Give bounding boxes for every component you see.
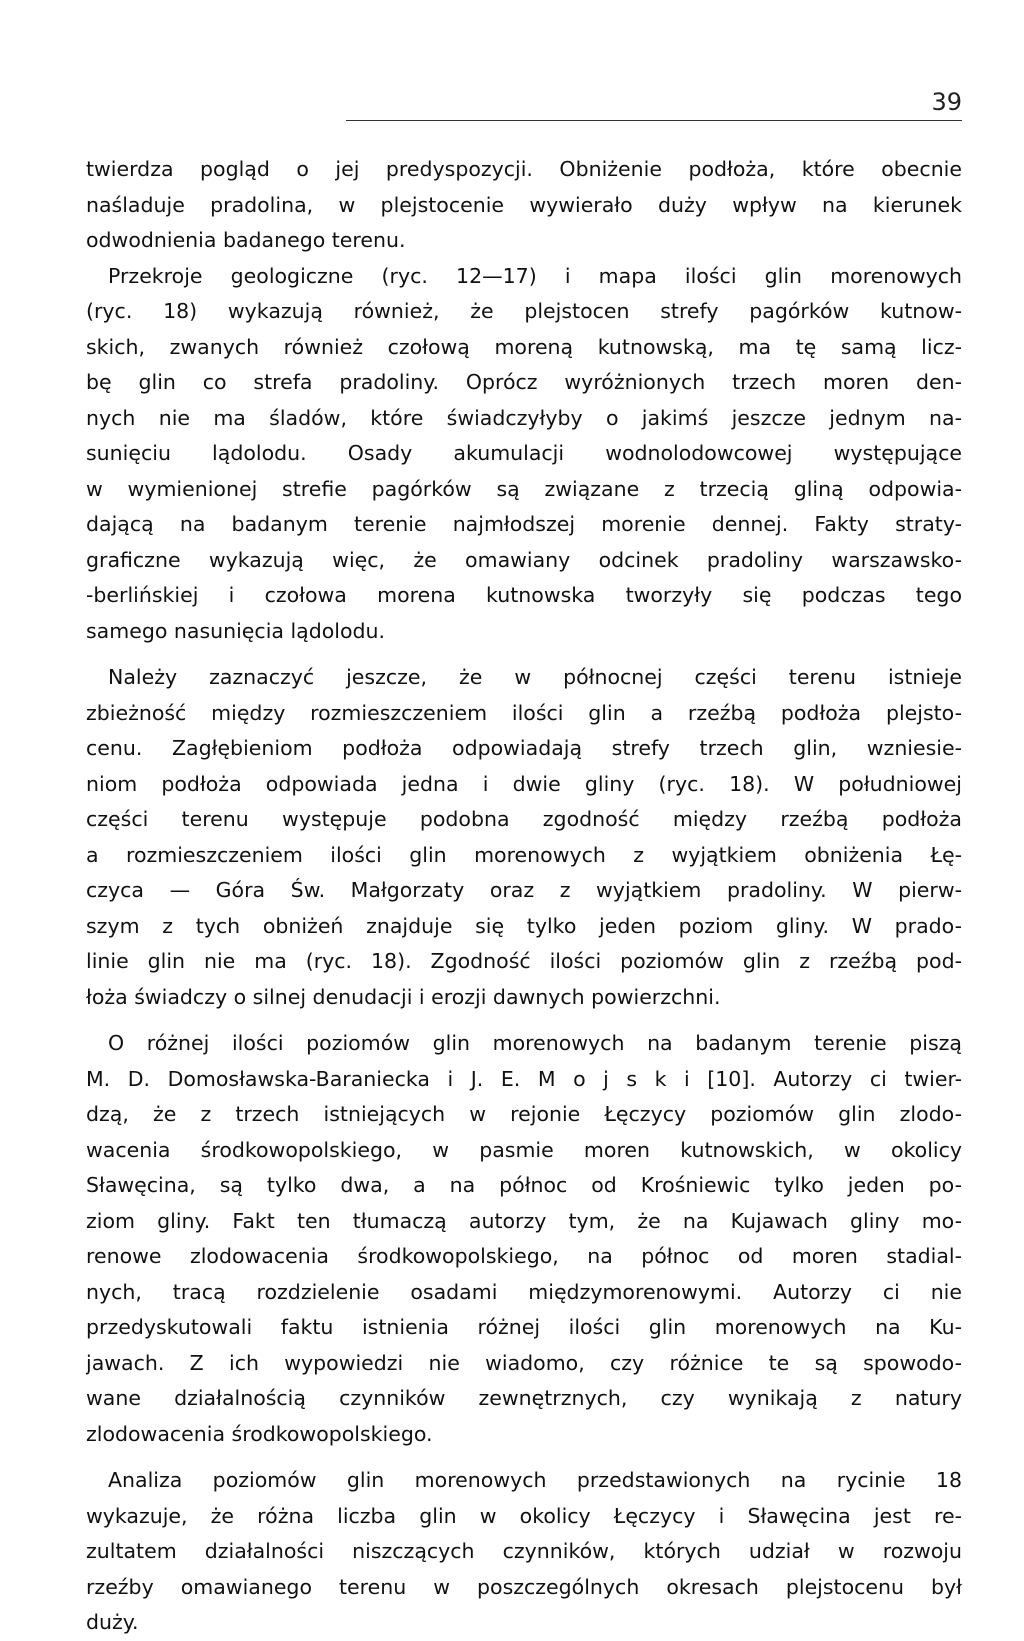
text-line: twierdza pogląd o jej predyspozycji. Obniżenie podłoża, które obecnie (86, 157, 962, 181)
text-line: wykazuje, że różna liczba glin w okolicy Łęczycy i Sławęcina jest re- (86, 1503, 962, 1528)
text-line: O różnej ilości poziomów glin morenowych na badanym terenie piszą (108, 1031, 962, 1055)
text-line: niom podłoża odpowiada jedna i dwie gliny (ryc. 18). W południowej (86, 771, 962, 796)
page-body (86, 152, 962, 1641)
text-line: -berlińskiej i czołowa morena kutnowska tworzyły się podczas tego (86, 583, 962, 607)
text-line: graficzne wykazują więc, że omawiany odcinek pradoliny warszawsko- (86, 547, 962, 572)
text-line: renowe zlodowacenia środkowopolskiego, na północ od moren stadial- (86, 1244, 962, 1268)
text-line: w wymienionej strefie pagórków są związane z trzecią gliną odpowia- (86, 476, 962, 501)
text-line: bę glin co strefa pradoliny. Oprócz wyróżnionych trzech moren den- (86, 370, 962, 394)
paragraph-1 (86, 152, 962, 649)
text-line: duży. (86, 1610, 139, 1634)
paragraph-3 (86, 1026, 962, 1452)
text-line: naśladuje pradolina, w plejstocenie wywierało duży wpływ na kierunek (86, 192, 962, 217)
text-line: Należy zaznaczyć jeszcze, że w północnej części terenu istnieje (108, 665, 962, 689)
text-line: odwodnienia badanego terenu. (86, 228, 406, 252)
text-line: sunięciu lądolodu. Osady akumulacji wodnolodowcowej występujące (86, 441, 962, 465)
text-line: M. D. Domosławska-Baraniecka i J. E. M o j s k i [10]. Autorzy ci twier- (86, 1066, 962, 1091)
text-line: jawach. Z ich wypowiedzi nie wiadomo, czy różnice te są spowodo- (86, 1350, 962, 1375)
text-line: przedyskutowali faktu istnienia różnej ilości glin morenowych na Ku- (86, 1315, 962, 1339)
page-header (346, 88, 962, 124)
text-line: Przekroje geologiczne (ryc. 12—17) i mapa ilości glin morenowych (108, 263, 962, 288)
text-line: zultatem działalności niszczących czynników, których udział w rozwoju (86, 1539, 962, 1563)
text-line: (ryc. 18) wykazują również, że plejstocen strefy pagórków kutnow- (86, 299, 962, 323)
text-line: nych, tracą rozdzielenie osadami międzymorenowymi. Autorzy ci nie (86, 1279, 962, 1304)
text-line: ziom gliny. Fakt ten tłumaczą autorzy tym, że na Kujawach gliny mo- (86, 1208, 962, 1233)
text-line: rzeźby omawianego terenu w poszczególnych okresach plejstocenu był (86, 1574, 962, 1599)
text-line: nych nie ma śladów, które świadczyłyby o jakimś jeszcze jednym na- (86, 405, 962, 430)
text-line: samego nasunięcia lądolodu. (86, 618, 386, 643)
text-line: skich, zwanych również czołową moreną kutnowską, ma tę samą licz- (86, 334, 962, 359)
text-line: dzą, że z trzech istniejących w rejonie Łęczycy poziomów glin zlodo- (86, 1102, 962, 1126)
text-line: łoża świadczy o silnej denudacji i erozji dawnych powierzchni. (86, 984, 721, 1009)
text-line: linie glin nie ma (ryc. 18). Zgodność ilości poziomów glin z rzeźbą pod- (86, 949, 962, 973)
text-line: wacenia środkowopolskiego, w pasmie moren kutnowskich, w okolicy (86, 1137, 962, 1162)
text-line: zbieżność między rozmieszczeniem ilości glin a rzeźbą podłoża plejsto- (86, 700, 962, 725)
text-line: szym z tych obniżeń znajduje się tylko jeden poziom gliny. W prado- (86, 913, 962, 938)
text-line: Analiza poziomów glin morenowych przedstawionych na rycinie 18 (108, 1468, 962, 1492)
text-line: Sławęcina, są tylko dwa, a na północ od Krośniewic tylko jeden po- (86, 1173, 962, 1197)
text-line: cenu. Zagłębieniom podłoża odpowiadają strefy trzech glin, wzniesie- (86, 736, 962, 760)
text-line: części terenu występuje podobna zgodność między rzeźbą podłoża (86, 807, 962, 831)
text-line: dającą na badanym terenie najmłodszej morenie dennej. Fakty straty- (86, 512, 962, 536)
text-line: czyca — Góra Św. Małgorzaty oraz z wyjątkiem pradoliny. W pierw- (86, 878, 962, 902)
paragraph-2 (86, 660, 962, 1015)
paragraph-4 (86, 1463, 962, 1641)
page-number: 39 (931, 88, 962, 116)
text-line: zlodowacenia środkowopolskiego. (86, 1421, 433, 1446)
text-line: wane działalnością czynników zewnętrznych, czy wynikają z natury (86, 1386, 962, 1410)
header-rule (346, 120, 962, 121)
text-line: a rozmieszczeniem ilości glin morenowych z wyjątkiem obniżenia Łę- (86, 842, 962, 867)
